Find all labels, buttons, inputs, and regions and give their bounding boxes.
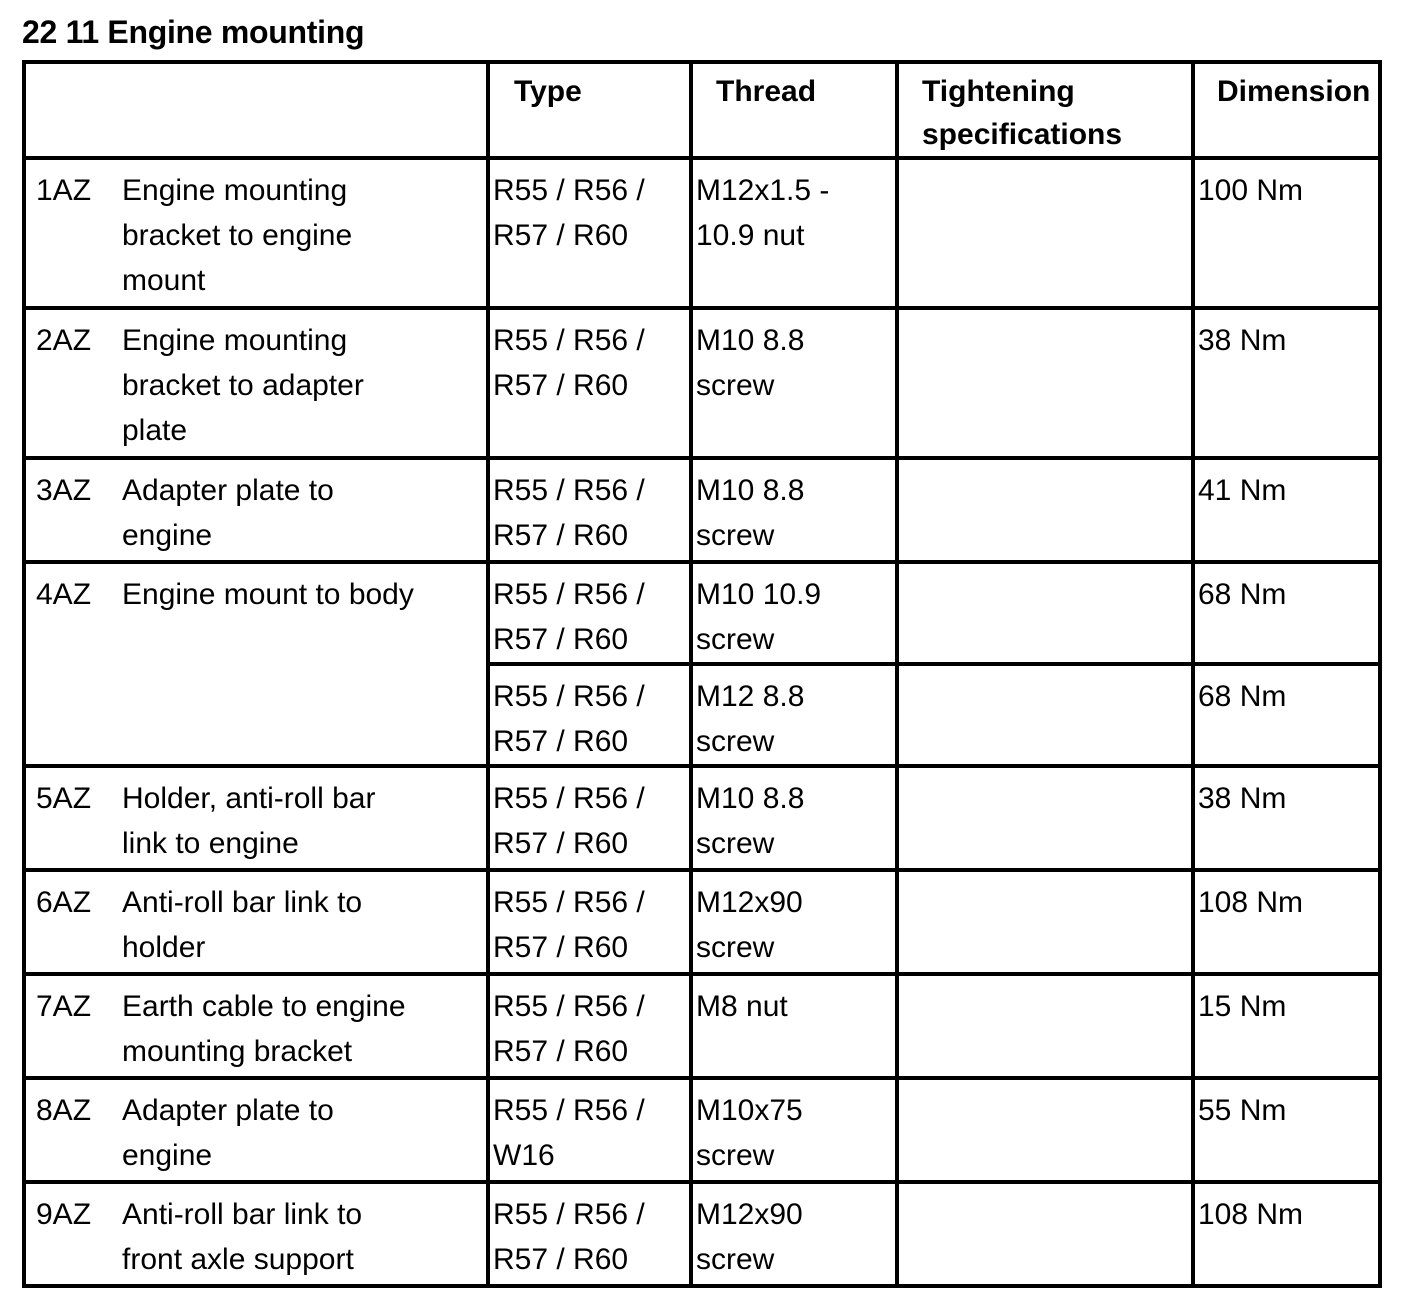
thread-cell: M10 10.9 screw bbox=[691, 562, 897, 664]
table-row bbox=[24, 308, 1380, 458]
thread-cell: M12 8.8 screw bbox=[691, 664, 897, 766]
dimension-cell: 108 Nm bbox=[1193, 1182, 1380, 1286]
table-row bbox=[24, 458, 1380, 562]
thread-cell: M8 nut bbox=[691, 974, 897, 1078]
item-code: 9AZ bbox=[36, 1198, 92, 1231]
tightening-cell bbox=[897, 458, 1193, 562]
item-cell bbox=[24, 766, 488, 870]
thread-cell: M12x90 screw bbox=[691, 870, 897, 974]
dimension-cell: 55 Nm bbox=[1193, 1078, 1380, 1182]
header-item-cell bbox=[24, 62, 488, 158]
item-cell bbox=[24, 458, 488, 562]
dimension-cell: 38 Nm bbox=[1193, 766, 1380, 870]
item-description: Holder, anti-roll bar link to engine bbox=[122, 782, 376, 860]
type-cell: R55 / R56 / R57 / R60 bbox=[488, 158, 691, 308]
page-title: 22 11 Engine mounting bbox=[22, 14, 365, 50]
type-cell: R55 / R56 / R57 / R60 bbox=[488, 458, 691, 562]
tightening-cell bbox=[897, 1182, 1193, 1286]
dimension-cell: 15 Nm bbox=[1193, 974, 1380, 1078]
header-type: Type bbox=[488, 62, 691, 158]
item-description: Adapter plate to engine bbox=[122, 1094, 334, 1172]
item-code: 3AZ bbox=[36, 474, 92, 507]
item-code: 8AZ bbox=[36, 1094, 92, 1127]
tightening-cell bbox=[897, 766, 1193, 870]
item-cell bbox=[24, 308, 488, 458]
header-thread: Thread bbox=[691, 62, 897, 158]
item-cell bbox=[24, 1078, 488, 1182]
table-row bbox=[24, 158, 1380, 308]
table-row bbox=[24, 870, 1380, 974]
item-description: Anti-roll bar link to front axle support bbox=[122, 1198, 363, 1276]
thread-cell: M10 8.8 screw bbox=[691, 458, 897, 562]
item-cell bbox=[24, 1182, 488, 1286]
type-cell: R55 / R56 / R57 / R60 bbox=[488, 664, 691, 766]
item-cell bbox=[24, 158, 488, 308]
item-cell bbox=[24, 870, 488, 974]
dimension-cell: 108 Nm bbox=[1193, 870, 1380, 974]
tightening-cell bbox=[897, 974, 1193, 1078]
item-code: 4AZ bbox=[36, 578, 92, 611]
item-code: 2AZ bbox=[36, 324, 92, 357]
item-description: Engine mounting bracket to engine mount bbox=[122, 174, 353, 297]
item-description: Anti-roll bar link to holder bbox=[122, 886, 363, 964]
dimension-cell: 41 Nm bbox=[1193, 458, 1380, 562]
item-description: Engine mounting bracket to adapter plate bbox=[122, 324, 364, 447]
tightening-cell bbox=[897, 1078, 1193, 1182]
type-cell: R55 / R56 / R57 / R60 bbox=[488, 1182, 691, 1286]
table-row bbox=[24, 562, 1380, 664]
item-cell bbox=[24, 974, 488, 1078]
table-row bbox=[24, 1078, 1380, 1182]
item-code: 7AZ bbox=[36, 990, 92, 1023]
table-row bbox=[24, 766, 1380, 870]
type-cell: R55 / R56 / R57 / R60 bbox=[488, 308, 691, 458]
thread-cell: M10 8.8 screw bbox=[691, 308, 897, 458]
item-description: Adapter plate to engine bbox=[122, 474, 334, 552]
table-row bbox=[24, 974, 1380, 1078]
item-code: 1AZ bbox=[36, 174, 92, 207]
engine-mounting-table bbox=[22, 60, 1382, 1288]
dimension-cell: 100 Nm bbox=[1193, 158, 1380, 308]
tightening-cell bbox=[897, 870, 1193, 974]
header-tightening: Tightening specifications bbox=[897, 62, 1193, 158]
item-cell bbox=[24, 562, 488, 766]
item-description: Engine mount to body bbox=[122, 578, 414, 611]
thread-cell: M12x1.5 - 10.9 nut bbox=[691, 158, 897, 308]
item-code: 5AZ bbox=[36, 782, 92, 815]
tightening-cell bbox=[897, 664, 1193, 766]
item-description: Earth cable to engine mounting bracket bbox=[122, 990, 406, 1068]
tightening-cell bbox=[897, 562, 1193, 664]
thread-cell: M10 8.8 screw bbox=[691, 766, 897, 870]
dimension-cell: 68 Nm bbox=[1193, 664, 1380, 766]
table-header-row bbox=[24, 62, 1380, 158]
tightening-cell bbox=[897, 158, 1193, 308]
dimension-cell: 38 Nm bbox=[1193, 308, 1380, 458]
type-cell: R55 / R56 / R57 / R60 bbox=[488, 766, 691, 870]
tightening-cell bbox=[897, 308, 1193, 458]
item-code: 6AZ bbox=[36, 886, 92, 919]
type-cell: R55 / R56 / R57 / R60 bbox=[488, 870, 691, 974]
header-dimension: Dimension bbox=[1193, 62, 1380, 158]
type-cell: R55 / R56 / W16 bbox=[488, 1078, 691, 1182]
thread-cell: M12x90 screw bbox=[691, 1182, 897, 1286]
dimension-cell: 68 Nm bbox=[1193, 562, 1380, 664]
type-cell: R55 / R56 / R57 / R60 bbox=[488, 562, 691, 664]
thread-cell: M10x75 screw bbox=[691, 1078, 897, 1182]
type-cell: R55 / R56 / R57 / R60 bbox=[488, 974, 691, 1078]
table-row bbox=[24, 1182, 1380, 1286]
